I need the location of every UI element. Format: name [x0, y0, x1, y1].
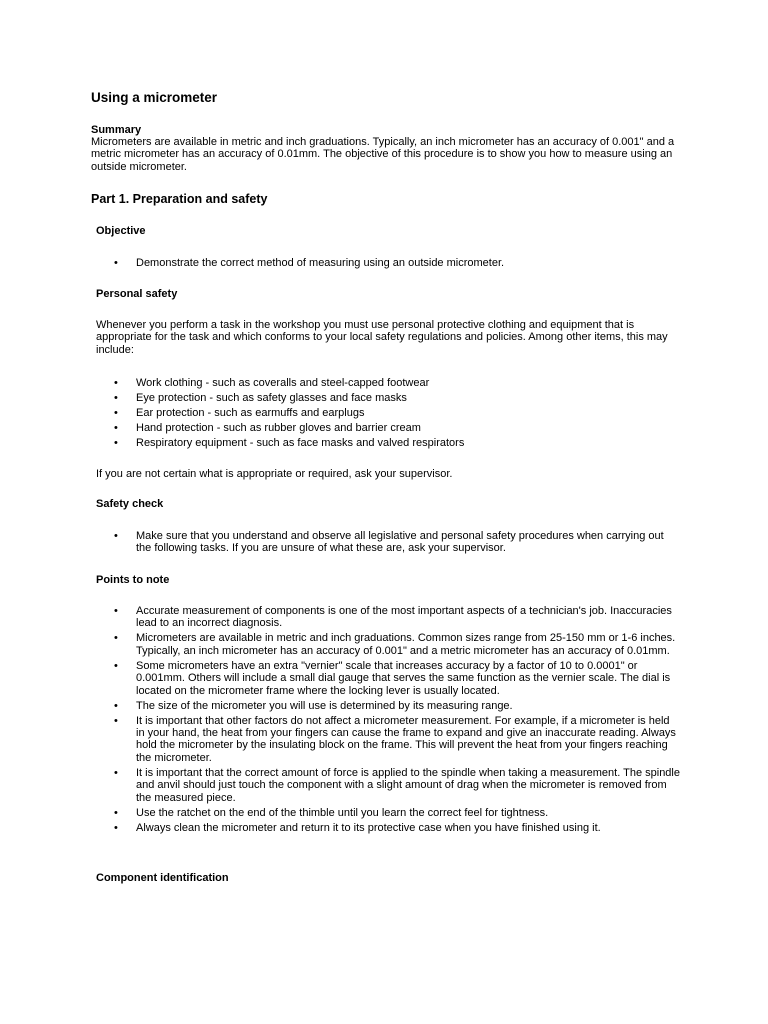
list-item: • Some micrometers have an extra "vernier" scale that increases accuracy by a factor of 10 to 0.0001" or 0.001mm. Others will include a small dial gauge that serves the same function as the vernier scale. The dial is located on the micrometer frame where the locking lever is usually located. [114, 659, 671, 697]
list-item: • Respiratory equipment - such as face masks and valved respirators [114, 437, 465, 449]
bullet-icon: • [114, 437, 118, 449]
list-item: • Work clothing - such as coveralls and steel-capped footwear [114, 377, 430, 389]
bullet-icon: • [114, 257, 118, 269]
list-item: • Make sure that you understand and observe all legislative and personal safety procedures when carrying out the following tasks. If you are unsure of what these are, ask your supervisor. [114, 530, 664, 555]
list-item: • Ear protection - such as earmuffs and earplugs [114, 407, 365, 419]
summary-heading: Summary [91, 124, 142, 136]
points-to-note-heading: Points to note [96, 574, 170, 586]
bullet-icon: • [114, 392, 118, 404]
list-item: • It is important that other factors do not affect a micrometer measurement. For example, if a micrometer is held in your hand, the heat from your fingers can cause the frame to expand and give an inaccurate reading. Always hold the micrometer by the insulating block on the frame. This will prevent the heat from your fingers reaching the micrometer. [114, 714, 676, 764]
safety-check-heading: Safety check [96, 498, 164, 510]
bullet-icon: • [114, 766, 118, 779]
personal-safety-intro: Whenever you perform a task in the workshop you must use personal protective clothing and equipment that is appropriate for the task and which conforms to your local safety regulations and policies. Among other items, this may include: [96, 319, 668, 356]
bullet-icon: • [114, 632, 118, 645]
points-to-note-list [0, 605, 681, 834]
component-identification-heading: Component identification [96, 872, 229, 884]
bullet-icon: • [114, 699, 118, 712]
bullet-icon: • [114, 377, 118, 389]
list-item: • Demonstrate the correct method of measuring using an outside micrometer. [114, 257, 505, 269]
objective-heading: Objective [96, 225, 146, 237]
bullet-icon: • [114, 806, 118, 819]
list-item: • Use the ratchet on the end of the thimble until you learn the correct feel for tightness. [114, 806, 549, 819]
list-item: • Always clean the micrometer and return it to its protective case when you have finished using it. [114, 821, 601, 834]
bullet-icon: • [114, 530, 118, 542]
objective-list [0, 257, 681, 269]
personal-safety-heading: Personal safety [96, 288, 178, 300]
bullet-icon: • [114, 659, 118, 672]
list-item: • It is important that the correct amount of force is applied to the spindle when taking a measurement. The spindle and anvil should just touch the component with a slight amount of drag when the micrometer is removed from the measured piece. [114, 766, 680, 804]
document-title: Using a micrometer [91, 90, 218, 105]
personal-safety-outro: If you are not certain what is appropriate or required, ask your supervisor. [96, 468, 453, 480]
summary-text: Micrometers are available in metric and inch graduations. Typically, an inch micrometer has an accuracy of 0.001" and a metric micrometer has an accuracy of 0.01mm. The objective of this procedure is to show you how to measure using an outside micrometer. [91, 136, 675, 173]
part-1-title: Part 1. Preparation and safety [91, 192, 268, 206]
safety-check-list [0, 530, 681, 555]
personal-safety-list [0, 377, 681, 449]
list-item: • Hand protection - such as rubber gloves and barrier cream [114, 422, 421, 434]
bullet-icon: • [114, 605, 118, 617]
bullet-icon: • [114, 821, 118, 834]
bullet-icon: • [114, 407, 118, 419]
list-item: • Eye protection - such as safety glasses and face masks [114, 392, 407, 404]
list-item: • Accurate measurement of components is one of the most important aspects of a technician's job. Inaccuracies lead to an incorrect diagnosis. [114, 605, 672, 630]
list-item: • The size of the micrometer you will use is determined by its measuring range. [114, 699, 513, 712]
bullet-icon: • [114, 422, 118, 434]
bullet-icon: • [114, 714, 118, 727]
list-item: • Micrometers are available in metric and inch graduations. Common sizes range from 25-150 mm or 1-6 inches. Typically, an inch micrometer has an accuracy of 0.001" and a metric micrometer has an accuracy of 0.01mm. [114, 632, 676, 657]
